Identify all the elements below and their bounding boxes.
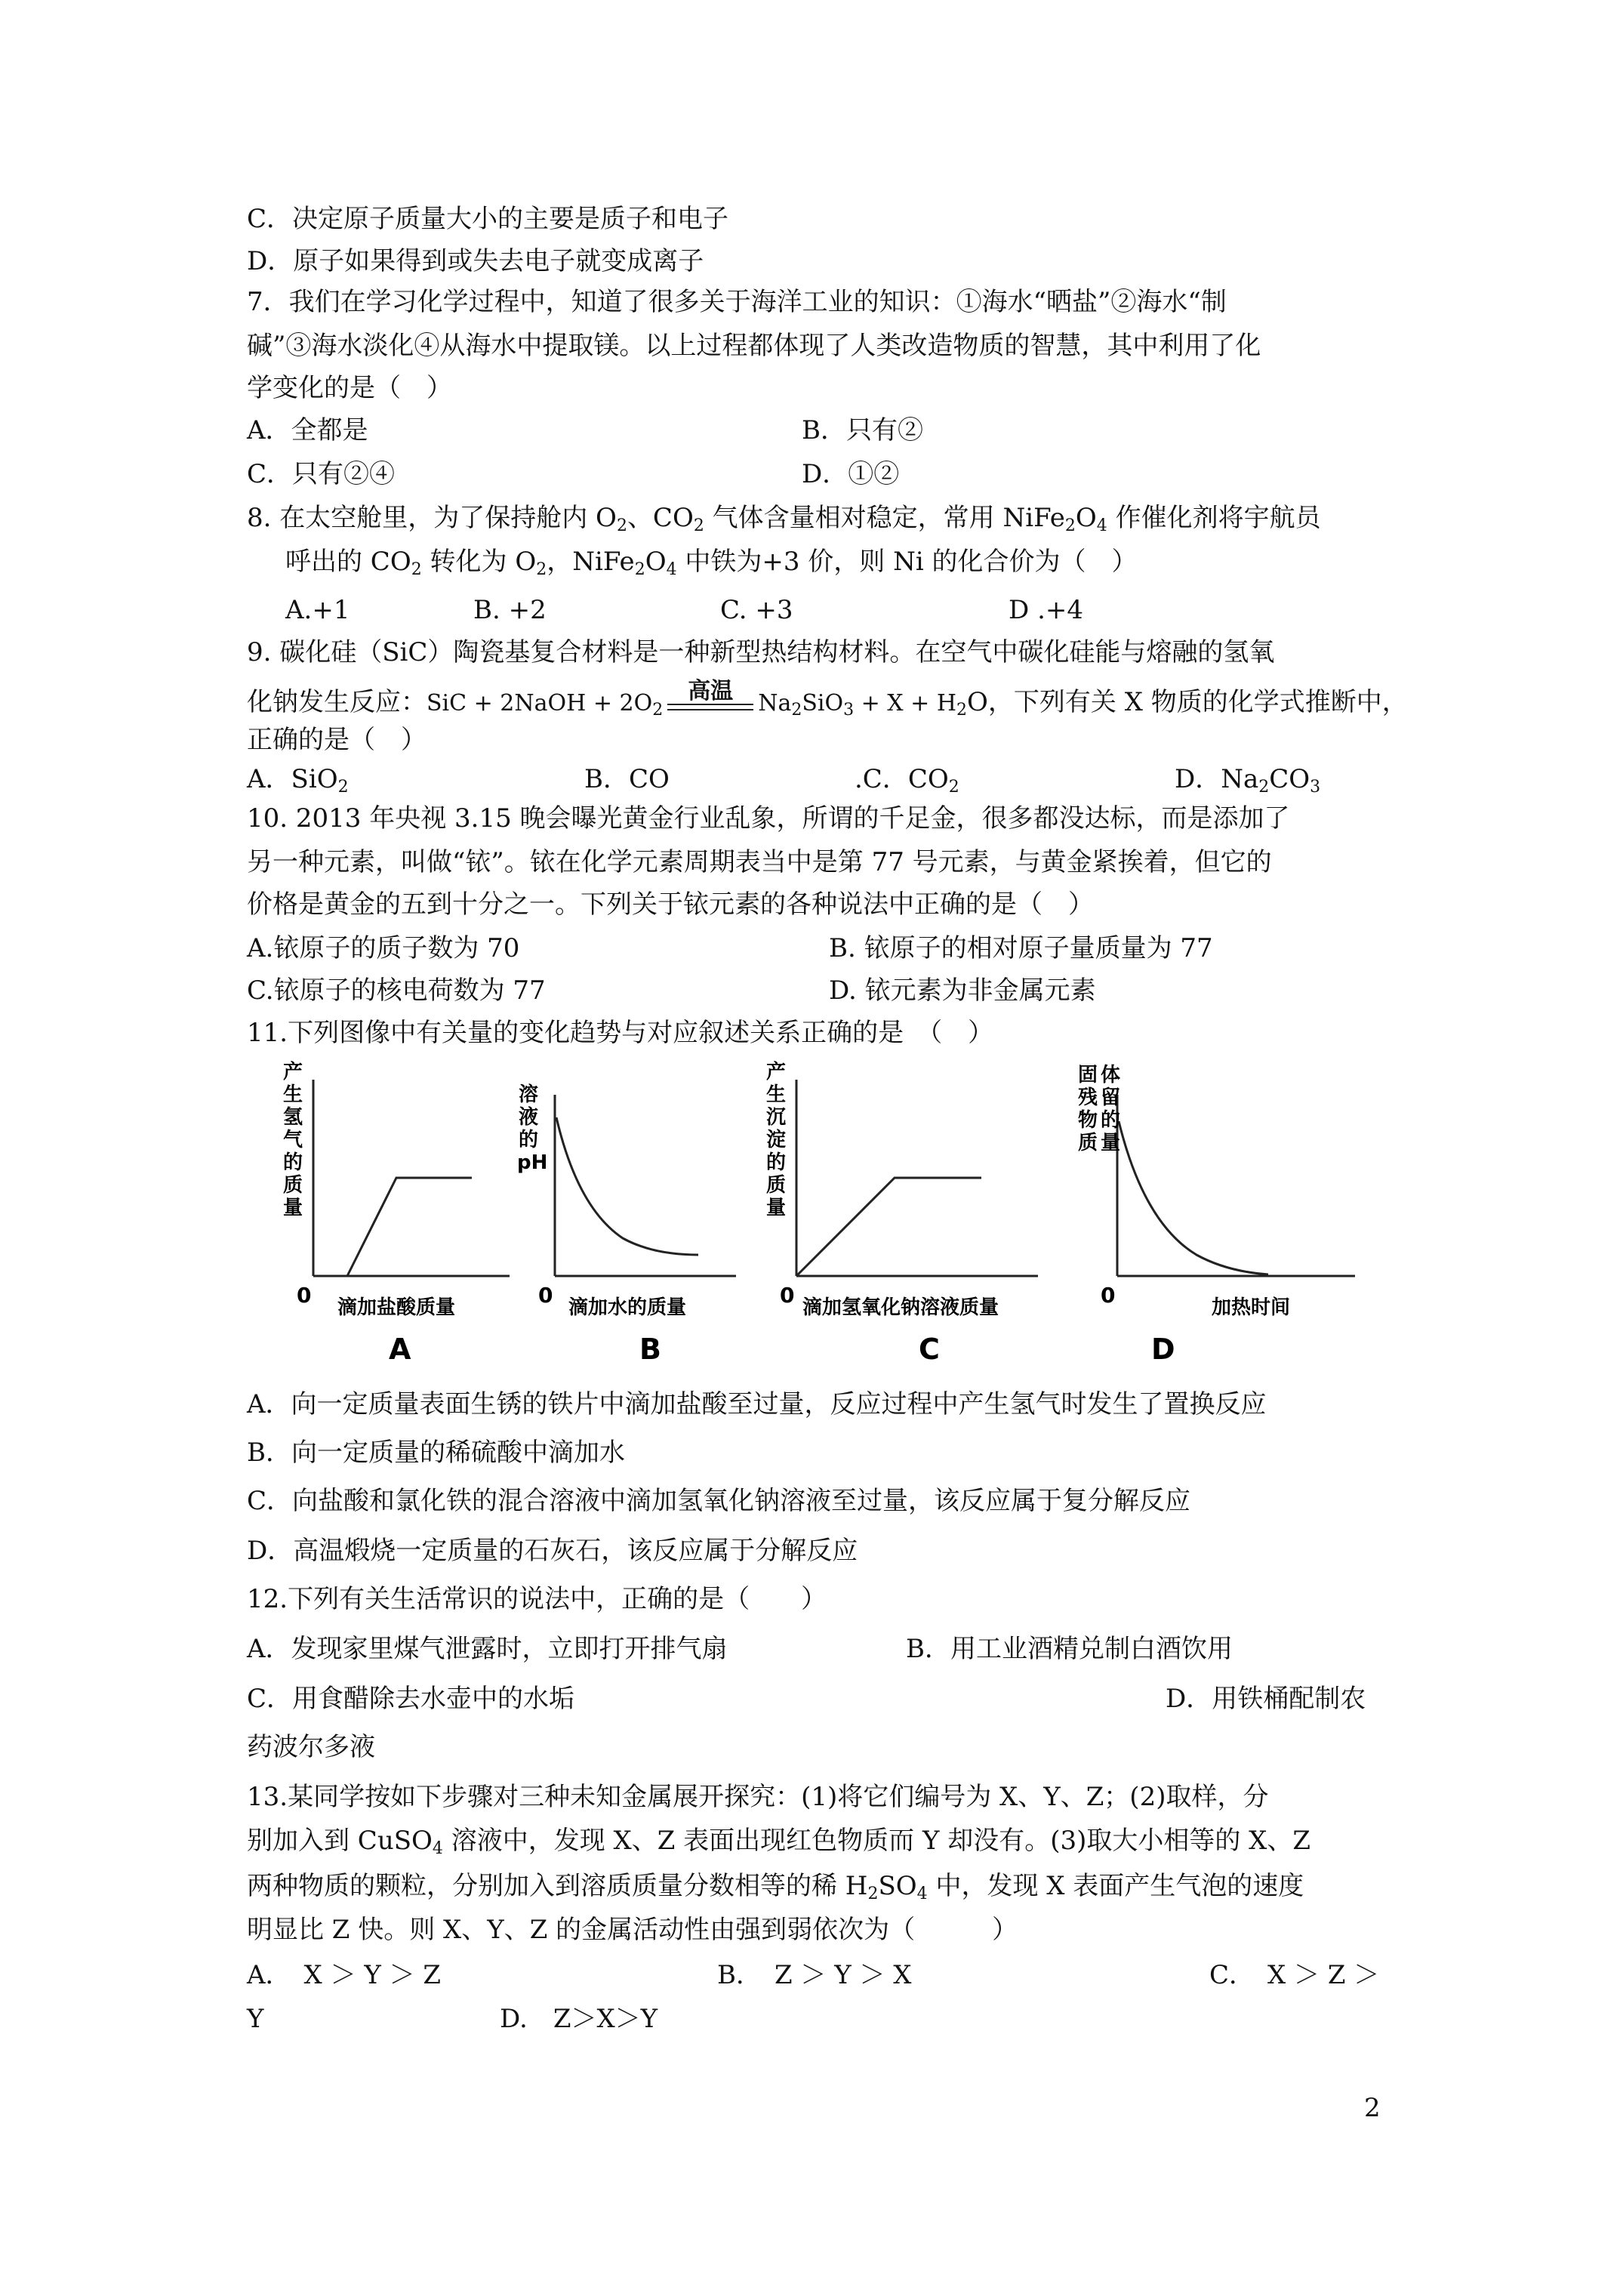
q10-option-d: D. 铱元素为非金属元素 [829, 975, 1096, 1006]
q13-option-d: D. Z＞X＞Y [500, 2004, 658, 2034]
q12-option-d: D．用铁桶配制农 [1166, 1684, 1366, 1714]
page-number: 2 [1364, 2093, 1381, 2123]
reaction-products: $Na_2SiO_3 + X + H_2$ [758, 690, 968, 720]
q11-stem: 11.下列图像中有关量的变化趋势与对应叙述关系正确的是 （ ） [247, 1018, 994, 1048]
q7-stem-line-1: 7．我们在学习化学过程中，知道了很多关于海洋工业的知识：①海水“晒盐”②海水“制 [247, 287, 1227, 317]
q11-option-c: C．向盐酸和氯化铁的混合溶液中滴加氢氧化钠溶液至过量，该反应属于复分解反应 [247, 1486, 1191, 1516]
graph-a-curve [347, 1178, 472, 1276]
q11-graphs-figure [253, 1057, 1385, 1374]
q8-option-d: D .+4 [1009, 595, 1083, 625]
graph-d-origin: 0 [1101, 1283, 1116, 1308]
q6-option-c: C．决定原子质量大小的主要是质子和电子 [247, 204, 729, 234]
q12-stem: 12.下列有关生活常识的说法中，正确的是（ ） [247, 1584, 827, 1614]
graph-d-ylabel: 固残物质 体留的量 [1078, 1064, 1121, 1154]
graph-a-letter: A [389, 1333, 411, 1366]
q7-option-d: D．①② [802, 459, 900, 489]
q9-stem-line-1: 9. 碳化硅（SiC）陶瓷基复合材料是一种新型热结构材料。在空气中碳化硅能与熔融的氢氧 [247, 637, 1275, 667]
reaction-condition-arrow: 高温 [663, 686, 758, 719]
q7-option-c: C．只有②④ [247, 459, 396, 489]
graph-c-xlabel: 滴加氢氧化钠溶液质量 [802, 1296, 999, 1319]
q13-stem-line-4: 明显比 Z 快。则 X、Y、Z 的金属活动性由强到弱依次为（ ） [247, 1915, 1018, 1945]
q12-option-b: B．用工业酒精兑制白酒饮用 [906, 1634, 1233, 1664]
q13-stem-line-1: 13.某同学按如下步骤对三种未知金属展开探究：(1)将它们编号为 X、Y、Z；(2)取样，分 [247, 1782, 1269, 1812]
q12-option-d-cont: 药波尔多液 [247, 1732, 375, 1762]
q13-stem-line-3: 两种物质的颗粒，分别加入到溶质质量分数相等的稀 $H_2SO_4$ 中，发现 X 表面产生气泡的速度 [247, 1871, 1304, 1903]
q8-stem-line-2: 呼出的 $CO_2$ 转化为 $O_2$，$NiFe_2O_4$ 中铁为+3 价，则 Ni 的化合价为（ ） [285, 547, 1138, 579]
q7-option-b: B．只有② [802, 415, 923, 445]
q9-option-c: .C．$CO_2$ [855, 764, 959, 797]
graph-d [1078, 1064, 1355, 1366]
q9-stem-line-3: 正确的是（ ） [247, 725, 427, 755]
q8-stem-line-1: 8. 在太空舱里，为了保持舱内 $O_2$、$CO_2$ 气体含量相对稳定，常用 $NiFe_2O_4$ 作催化剂将宇航员 [247, 503, 1321, 535]
q13-stem-line-2: 别加入到 CuSO$_4$ 溶液中，发现 X、Z 表面出现红色物质而 Y 却没有。(3)取大小相等的 X、Z [247, 1826, 1310, 1858]
graph-b-ylabel: 溶液的 pH [517, 1083, 548, 1174]
q10-stem-line-1: 10. 2013 年央视 3.15 晚会曝光黄金行业乱象，所谓的千足金，很多都没达标，而是添加了 [247, 803, 1290, 834]
graph-d-letter: D [1151, 1333, 1175, 1366]
graph-a-origin: 0 [297, 1283, 312, 1308]
graph-b [517, 1083, 736, 1366]
q7-stem-line-2: 碱”③海水淡化④从海水中提取镁。以上过程都体现了人类改造物质的智慧，其中利用了化 [247, 331, 1261, 361]
graph-a-ylabel: 产生氢气的质量 [283, 1061, 303, 1219]
graph-b-origin: 0 [538, 1283, 553, 1308]
graph-d-curve [1119, 1121, 1268, 1274]
q6-option-d: D．原子如果得到或失去电子就变成离子 [247, 246, 704, 276]
q10-stem-line-3: 价格是黄金的五到十分之一。下列关于铱元素的各种说法中正确的是（ ） [247, 889, 1094, 920]
q10-option-c: C.铱原子的核电荷数为 77 [247, 975, 546, 1006]
q7-option-a: A．全都是 [247, 415, 368, 445]
graph-c-curve [796, 1178, 981, 1276]
q8-option-b: B. +2 [473, 595, 547, 625]
q10-option-b: B. 铱原子的相对原子量质量为 77 [829, 933, 1213, 963]
graph-c [766, 1060, 1038, 1366]
graph-c-letter: C [919, 1333, 940, 1366]
q12-option-a: A．发现家里煤气泄露时，立即打开排气扇 [247, 1634, 728, 1664]
graph-a-xlabel: 滴加盐酸质量 [337, 1296, 456, 1319]
graph-a [283, 1060, 510, 1366]
q9-option-b: B．CO [584, 764, 670, 794]
q9-stem-line-2: 化钠发生反应：SiC + 2NaOH + $2O_2$ 高温 $Na_2SiO_3 + X + H_2O$，下列有关 X 物质的化学式推断中， [247, 678, 1408, 720]
graph-c-origin: 0 [780, 1283, 795, 1308]
reaction-reactants: SiC + 2NaOH + $2O_2$ [427, 690, 664, 720]
q9-option-a: A．SiO$_2$ [247, 764, 349, 797]
graph-c-ylabel: 产生沉淀的质量 [766, 1061, 787, 1219]
graph-b-letter: B [639, 1333, 661, 1366]
q8-option-c: C. +3 [720, 595, 793, 625]
q13-option-b: B． Z ＞ Y ＞ X [717, 1960, 912, 1990]
q11-option-d: D．高温煅烧一定质量的石灰石，该反应属于分解反应 [247, 1536, 858, 1566]
q9-option-d: D．$Na_2CO_3$ [1175, 764, 1321, 797]
graph-b-xlabel: 滴加水的质量 [568, 1296, 687, 1319]
q13-option-a: A． X ＞ Y ＞ Z [247, 1960, 442, 1990]
q11-option-b: B．向一定质量的稀硫酸中滴加水 [247, 1438, 625, 1468]
q7-stem-line-3: 学变化的是（ ） [247, 373, 452, 403]
graph-b-curve [556, 1117, 698, 1255]
q10-stem-line-2: 另一种元素，叫做“铱”。铱在化学元素周期表当中是第 77 号元素，与黄金紧挨着，但它的 [247, 847, 1272, 877]
q10-option-a: A.铱原子的质子数为 70 [247, 933, 520, 963]
q13-option-c: C． X ＞ Z ＞ [1209, 1960, 1380, 1990]
graph-d-xlabel: 加热时间 [1212, 1296, 1291, 1319]
q8-option-a: A.+1 [285, 595, 350, 625]
q11-option-a: A．向一定质量表面生锈的铁片中滴加盐酸至过量，反应过程中产生氢气时发生了置换反应 [247, 1389, 1267, 1419]
q13-option-c-cont: Y [247, 2004, 264, 2034]
q12-option-c: C．用食醋除去水壶中的水垢 [247, 1684, 575, 1714]
